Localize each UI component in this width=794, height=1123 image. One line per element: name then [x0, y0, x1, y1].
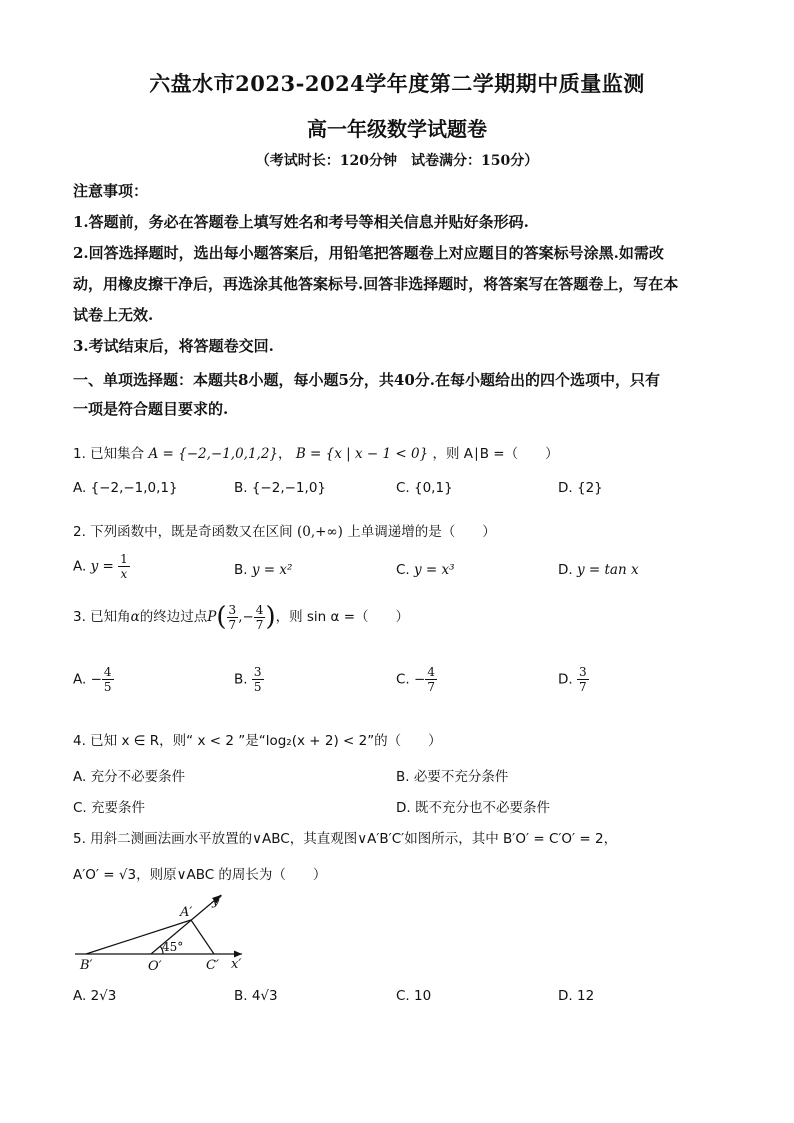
label-y: y′ — [212, 894, 223, 909]
label-b: B′ — [80, 958, 93, 973]
q2-option-b: B. y = x² — [234, 562, 293, 578]
q4-option-a: A. 充分不必要条件 — [73, 769, 186, 785]
q3-option-b: B. $\frac{3}{5}$ — [234, 665, 262, 694]
note-line: 3.考试结束后，将答题卷交回. — [73, 337, 274, 355]
q1-option-a: A. {−2,−1,0,1} — [73, 480, 178, 496]
q2-option-a: A. y = $\frac{1}{x}$ — [73, 552, 128, 581]
q2-option-d: D. y = tan x — [558, 562, 639, 578]
note-line: 2.回答选择题时，选出每小题答案后，用铅笔把答题卷上对应题目的答案标号涂黑.如需改 — [73, 244, 664, 262]
fraction: $\frac{1}{x}$ — [120, 552, 128, 581]
q3-option-c: C. − $\frac{4}{7}$ — [396, 665, 435, 694]
note-line: 动，用橡皮擦干净后，再选涂其他答案标号.回答非选择题时，将答案写在答题卷上，写在本 — [73, 275, 679, 293]
q2-interval: (0,+∞) — [296, 524, 343, 540]
section-line: 一项是符合题目要求的. — [73, 400, 229, 418]
q1-option-d: D. {2} — [558, 480, 603, 496]
q1-suffix: ，则 A∣B =（ ） — [432, 446, 559, 462]
note-line: 1.答题前，务必在答题卷上填写姓名和考号等相关信息并贴好条形码. — [73, 213, 529, 231]
exam-title: 六盘水市2023-2024学年度第二学期期中质量监测 — [149, 71, 645, 96]
q3-option-a: A. − $\frac{4}{5}$ — [73, 665, 112, 694]
q1-option-b: B. {−2,−1,0} — [234, 480, 326, 496]
q1-option-c: C. {0,1} — [396, 480, 453, 496]
segment-ac — [191, 920, 214, 954]
label-o: O′ — [148, 959, 162, 974]
question-5-line1: 5. 用斜二测画法画水平放置的∨ABC，其直观图∨A′B′C′如图所示，其中 B′O′ = C′O′ = 2， — [73, 831, 618, 847]
q3-option-d: D. $\frac{3}{7}$ — [558, 665, 587, 694]
oblique-projection-figure — [70, 885, 260, 975]
notes-heading: 注意事项： — [73, 182, 149, 200]
question-2 — [73, 520, 723, 540]
q1-set-b: B = {x | x − 1 < 0} — [295, 446, 429, 462]
question-3: 3. 已知角α的终边过点P( $\frac{3}{7}$ ,− $\frac{4}{7}$ )，则 sin α =（ ） — [73, 602, 410, 632]
label-x: x′ — [231, 957, 242, 972]
q5-option-a: A. 2√3 — [73, 988, 117, 1004]
q5-option-d: D. 12 — [558, 988, 595, 1004]
exam-subtitle: 高一年级数学试题卷 — [307, 117, 487, 141]
q2-option-c: C. y = x³ — [396, 562, 455, 578]
question-5-line2: A′O′ = √3，则原∨ABC 的周长为（ ） — [73, 867, 327, 883]
q5-option-b: B. 4√3 — [234, 988, 278, 1004]
fraction: $\frac{3}{7}$ — [228, 602, 237, 632]
note-line: 试卷上无效. — [73, 306, 154, 324]
q2-text-b: 上单调递增的是（ ） — [347, 524, 496, 540]
question-1: 1. 已知集合 A = {−2,−1,0,1,2}， B = {x | x − 1 < 0} ，则 A∣B =（ ） — [73, 446, 559, 462]
fraction: $\frac{4}{7}$ — [255, 602, 264, 632]
label-c: C′ — [206, 958, 219, 973]
question-4: 4. 已知 x ∈ R，则“ x < 2 ”是“log₂(x + 2) < 2”的（ ） — [73, 733, 442, 749]
label-a: A′ — [180, 905, 193, 920]
q4-option-c: C. 充要条件 — [73, 800, 146, 816]
q4-option-d: D. 既不充分也不必要条件 — [396, 800, 550, 816]
q5-option-c: C. 10 — [396, 988, 432, 1004]
q1-set-a: A = {−2,−1,0,1,2} — [148, 446, 279, 462]
section-heading — [73, 366, 723, 424]
q1-prefix: 1. 已知集合 — [73, 446, 145, 462]
q2-text-a: 2. 下列函数中，既是奇函数又在区间 — [73, 524, 293, 540]
label-angle: 45° — [162, 940, 184, 954]
section-line: 一、单项选择题：本题共8小题，每小题5分，共40分.在每小题给出的四个选项中，只有 — [73, 371, 660, 389]
notes-block — [73, 176, 723, 362]
q4-option-b: B. 必要不充分条件 — [396, 769, 509, 785]
exam-info: （考试时长：120分钟 试卷满分：150分） — [255, 153, 539, 169]
